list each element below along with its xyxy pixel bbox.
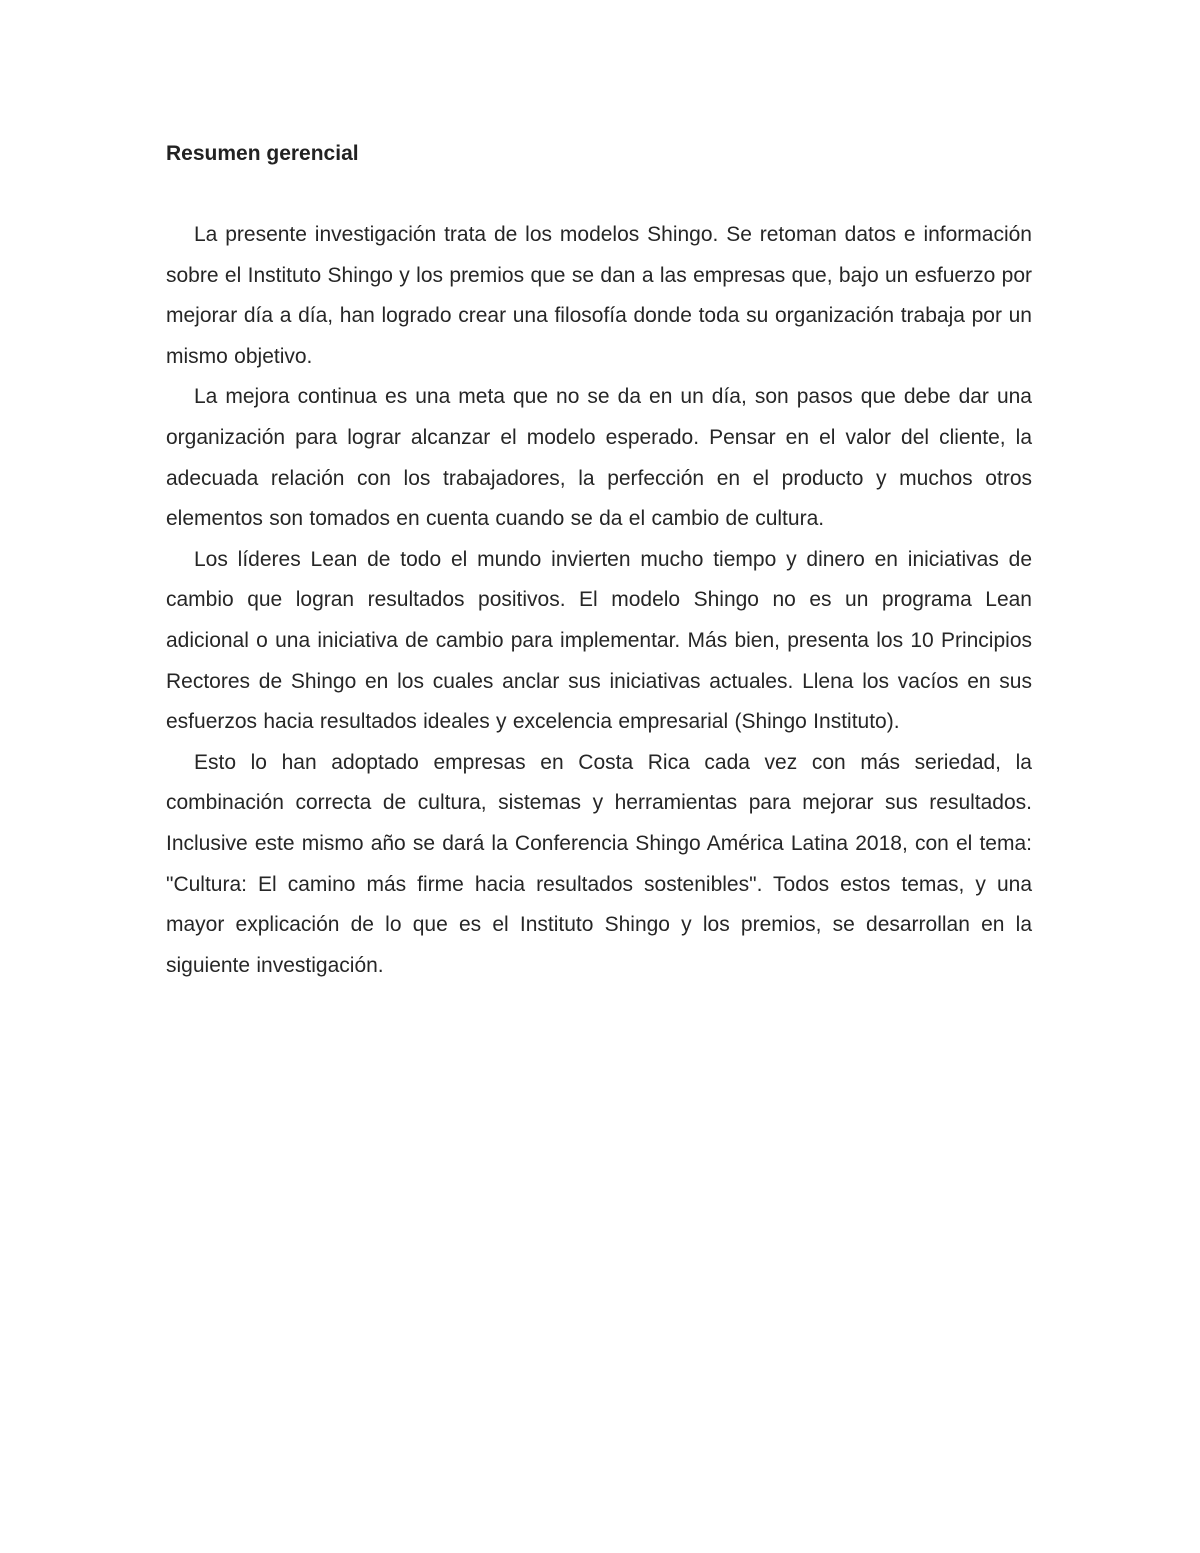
document-title: Resumen gerencial xyxy=(166,142,359,165)
document-body xyxy=(166,140,1032,986)
paragraph-3: Los líderes Lean de todo el mundo invierten mucho tiempo y dinero en iniciativas de cambio que logran resultados positivos. El modelo Shingo no es un programa Lean adicional o una iniciativa de cambio para implementar. Más bien, presenta los 10 Principios Rectores de Shingo en los cuales anclar sus iniciativas actuales. Llena los vacíos en sus esfuerzos hacia resultados ideales y excelencia empresarial (Shingo Instituto). xyxy=(166,547,1032,734)
paragraph-4: Esto lo han adoptado empresas en Costa Rica cada vez con más seriedad, la combinación correcta de cultura, sistemas y herramientas para mejorar sus resultados. Inclusive este mismo año se dará la Conferencia Shingo América Latina 2018, con el tema: "Cultura: El camino más firme hacia resultados sostenibles". Todos estos temas, y una mayor explicación de lo que es el Instituto Shingo y los premios, se desarrollan en la siguiente investigación. xyxy=(166,750,1032,977)
paragraph-2: La mejora continua es una meta que no se da en un día, son pasos que debe dar una organización para lograr alcanzar el modelo esperado. Pensar en el valor del cliente, la adecuada relación con los trabajadores, la perfección en el producto y muchos otros elementos son tomados en cuenta cuando se da el cambio de cultura. xyxy=(166,385,1032,531)
paragraph-1: La presente investigación trata de los modelos Shingo. Se retoman datos e información sobre el Instituto Shingo y los premios que se dan a las empresas que, bajo un esfuerzo por mejorar día a día, han logrado crear una filosofía donde toda su organización trabaja por un mismo objetivo. xyxy=(166,223,1032,368)
